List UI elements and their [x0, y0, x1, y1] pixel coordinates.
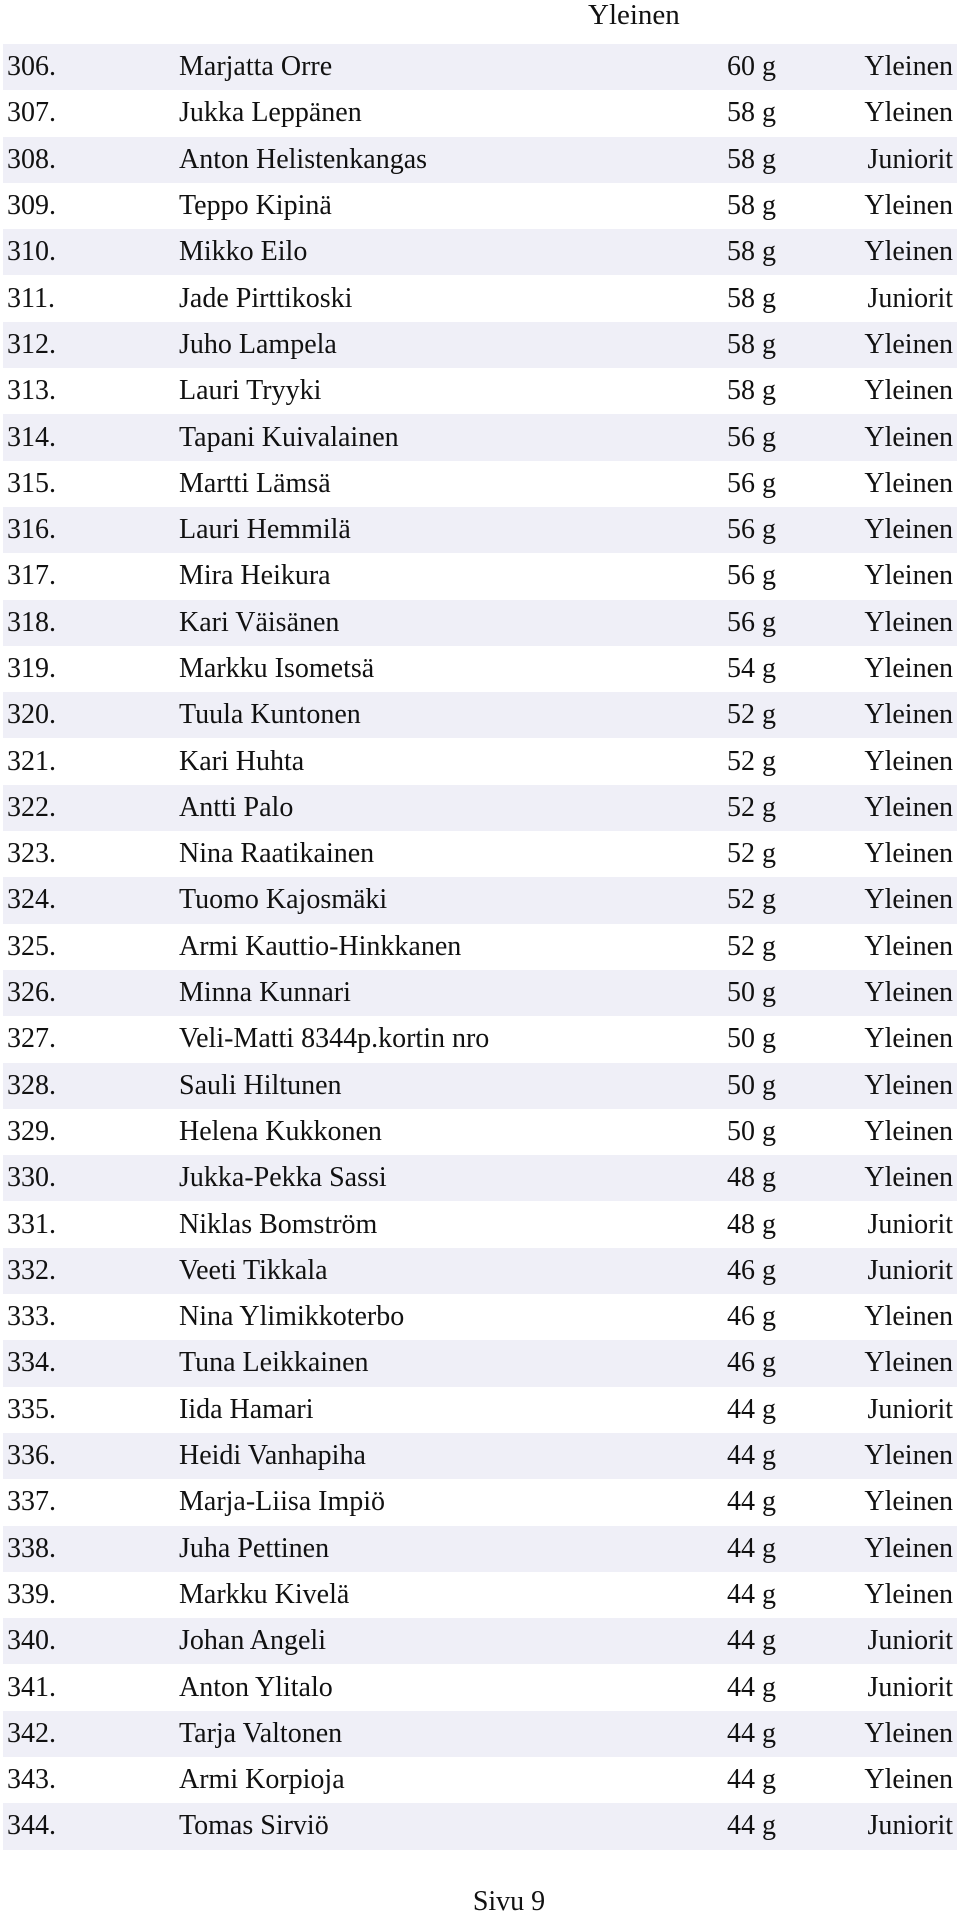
rank-cell: 331. [3, 1201, 179, 1247]
name-cell: Anton Helistenkangas [179, 137, 727, 183]
table-row [3, 1387, 957, 1433]
name-cell: Mira Heikura [179, 553, 727, 599]
table-row [3, 275, 957, 321]
name-cell: Armi Kauttio-Hinkkanen [179, 924, 727, 970]
table-row [3, 229, 957, 275]
score-cell: 44 g [727, 1479, 847, 1525]
table-row [3, 1016, 957, 1062]
table-row [3, 1155, 957, 1201]
score-cell: 58 g [727, 137, 847, 183]
rank-cell: 312. [3, 322, 179, 368]
table-row [3, 368, 957, 414]
class-cell: Yleinen [847, 646, 957, 692]
class-cell: Yleinen [847, 368, 957, 414]
class-cell: Yleinen [847, 414, 957, 460]
table-row [3, 646, 957, 692]
table-row [3, 1063, 957, 1109]
rank-cell: 314. [3, 414, 179, 460]
results-table-body [3, 44, 957, 1850]
score-cell: 58 g [727, 90, 847, 136]
table-row [3, 877, 957, 923]
rank-cell: 343. [3, 1757, 179, 1803]
name-cell: Kari Huhta [179, 738, 727, 784]
class-cell: Juniorit [847, 1248, 957, 1294]
name-cell: Kari Väisänen [179, 600, 727, 646]
name-cell: Lauri Hemmilä [179, 507, 727, 553]
name-cell: Iida Hamari [179, 1387, 727, 1433]
class-cell: Yleinen [847, 1572, 957, 1618]
table-row [3, 1618, 957, 1664]
class-cell: Yleinen [847, 1711, 957, 1757]
name-cell: Markku Kivelä [179, 1572, 727, 1618]
class-cell: Yleinen [847, 183, 957, 229]
table-row [3, 44, 957, 90]
score-cell: 52 g [727, 738, 847, 784]
class-cell: Yleinen [847, 553, 957, 599]
class-cell: Yleinen [847, 1155, 957, 1201]
class-cell: Yleinen [847, 877, 957, 923]
score-cell: 50 g [727, 1109, 847, 1155]
name-cell: Armi Korpioja [179, 1757, 727, 1803]
name-cell: Tomas Sirviö [179, 1803, 727, 1849]
results-table [3, 44, 957, 1850]
score-cell: 44 g [727, 1572, 847, 1618]
class-cell: Juniorit [847, 275, 957, 321]
rank-cell: 311. [3, 275, 179, 321]
score-cell: 44 g [727, 1526, 847, 1572]
rank-cell: 323. [3, 831, 179, 877]
name-cell: Niklas Bomström [179, 1201, 727, 1247]
rank-cell: 313. [3, 368, 179, 414]
rank-cell: 330. [3, 1155, 179, 1201]
table-row [3, 1757, 957, 1803]
rank-cell: 336. [3, 1433, 179, 1479]
score-cell: 52 g [727, 831, 847, 877]
table-row [3, 600, 957, 646]
class-cell: Yleinen [847, 1294, 957, 1340]
rank-cell: 310. [3, 229, 179, 275]
name-cell: Marjatta Orre [179, 44, 727, 90]
page-number: Sivu 9 [472, 1886, 546, 1917]
name-cell: Jade Pirttikoski [179, 275, 727, 321]
class-cell: Yleinen [847, 1433, 957, 1479]
class-cell: Juniorit [847, 1664, 957, 1710]
score-cell: 58 g [727, 322, 847, 368]
table-row [3, 553, 957, 599]
name-cell: Juha Pettinen [179, 1526, 727, 1572]
name-cell: Lauri Tryyki [179, 368, 727, 414]
rank-cell: 337. [3, 1479, 179, 1525]
rank-cell: 338. [3, 1526, 179, 1572]
class-cell: Juniorit [847, 1803, 957, 1849]
score-cell: 48 g [727, 1155, 847, 1201]
class-cell: Yleinen [847, 229, 957, 275]
table-row [3, 461, 957, 507]
table-row [3, 831, 957, 877]
class-cell: Yleinen [847, 1109, 957, 1155]
class-cell: Yleinen [847, 692, 957, 738]
rank-cell: 322. [3, 785, 179, 831]
class-cell: Yleinen [847, 322, 957, 368]
table-row [3, 90, 957, 136]
score-cell: 46 g [727, 1340, 847, 1386]
name-cell: Tapani Kuivalainen [179, 414, 727, 460]
table-row [3, 1109, 957, 1155]
rank-cell: 333. [3, 1294, 179, 1340]
table-row [3, 692, 957, 738]
score-cell: 52 g [727, 877, 847, 923]
class-cell: Yleinen [847, 785, 957, 831]
score-cell: 56 g [727, 461, 847, 507]
class-cell: Juniorit [847, 137, 957, 183]
score-cell: 56 g [727, 553, 847, 599]
score-cell: 44 g [727, 1803, 847, 1849]
table-row [3, 1201, 957, 1247]
rank-cell: 319. [3, 646, 179, 692]
score-cell: 54 g [727, 646, 847, 692]
table-row [3, 970, 957, 1016]
name-cell: Tarja Valtonen [179, 1711, 727, 1757]
rank-cell: 339. [3, 1572, 179, 1618]
class-cell: Yleinen [847, 1016, 957, 1062]
name-cell: Mikko Eilo [179, 229, 727, 275]
rank-cell: 328. [3, 1063, 179, 1109]
rank-cell: 306. [3, 44, 179, 90]
class-cell: Yleinen [847, 1479, 957, 1525]
table-row [3, 1711, 957, 1757]
score-cell: 52 g [727, 692, 847, 738]
name-cell: Martti Lämsä [179, 461, 727, 507]
name-cell: Nina Ylimikkoterbo [179, 1294, 727, 1340]
class-cell: Yleinen [847, 461, 957, 507]
rank-cell: 329. [3, 1109, 179, 1155]
score-cell: 52 g [727, 924, 847, 970]
table-row [3, 137, 957, 183]
score-cell: 56 g [727, 600, 847, 646]
rank-cell: 320. [3, 692, 179, 738]
table-row [3, 183, 957, 229]
score-cell: 50 g [727, 1063, 847, 1109]
score-cell: 58 g [727, 275, 847, 321]
table-row [3, 1248, 957, 1294]
rank-cell: 316. [3, 507, 179, 553]
class-cell: Yleinen [847, 600, 957, 646]
name-cell: Marja-Liisa Impiö [179, 1479, 727, 1525]
name-cell: Sauli Hiltunen [179, 1063, 727, 1109]
page-footer [0, 1886, 960, 1918]
rank-cell: 321. [3, 738, 179, 784]
class-cell: Yleinen [847, 44, 957, 90]
rank-cell: 341. [3, 1664, 179, 1710]
name-cell: Antti Palo [179, 785, 727, 831]
score-cell: 44 g [727, 1433, 847, 1479]
name-cell: Anton Ylitalo [179, 1664, 727, 1710]
score-cell: 56 g [727, 414, 847, 460]
score-cell: 46 g [727, 1248, 847, 1294]
name-cell: Tuomo Kajosmäki [179, 877, 727, 923]
name-cell: Tuula Kuntonen [179, 692, 727, 738]
score-cell: 50 g [727, 1016, 847, 1062]
score-cell: 44 g [727, 1757, 847, 1803]
name-cell: Tuna Leikkainen [179, 1340, 727, 1386]
rank-cell: 327. [3, 1016, 179, 1062]
name-cell: Nina Raatikainen [179, 831, 727, 877]
class-cell: Yleinen [847, 831, 957, 877]
rank-cell: 342. [3, 1711, 179, 1757]
table-row [3, 507, 957, 553]
class-cell: Yleinen [847, 90, 957, 136]
class-cell: Juniorit [847, 1387, 957, 1433]
table-row [3, 924, 957, 970]
rank-cell: 309. [3, 183, 179, 229]
score-cell: 56 g [727, 507, 847, 553]
table-row [3, 1433, 957, 1479]
score-cell: 44 g [727, 1664, 847, 1710]
table-row [3, 414, 957, 460]
table-row [3, 738, 957, 784]
table-row [3, 1479, 957, 1525]
class-cell: Yleinen [847, 507, 957, 553]
class-cell: Juniorit [847, 1201, 957, 1247]
score-cell: 58 g [727, 183, 847, 229]
name-cell: Helena Kukkonen [179, 1109, 727, 1155]
table-row [3, 1340, 957, 1386]
name-cell: Johan Angeli [179, 1618, 727, 1664]
class-cell: Yleinen [847, 970, 957, 1016]
rank-cell: 307. [3, 90, 179, 136]
name-cell: Jukka-Pekka Sassi [179, 1155, 727, 1201]
table-row [3, 1803, 957, 1849]
table-row [3, 1294, 957, 1340]
table-row [3, 1572, 957, 1618]
rank-cell: 324. [3, 877, 179, 923]
class-cell: Yleinen [847, 1340, 957, 1386]
name-cell: Markku Isometsä [179, 646, 727, 692]
score-cell: 44 g [727, 1618, 847, 1664]
class-cell: Juniorit [847, 1618, 957, 1664]
rank-cell: 317. [3, 553, 179, 599]
score-cell: 58 g [727, 368, 847, 414]
rank-cell: 326. [3, 970, 179, 1016]
previous-page-class-fragment: Yleinen [588, 0, 680, 31]
table-row [3, 785, 957, 831]
table-row [3, 1526, 957, 1572]
rank-cell: 340. [3, 1618, 179, 1664]
rank-cell: 334. [3, 1340, 179, 1386]
name-cell: Minna Kunnari [179, 970, 727, 1016]
rank-cell: 315. [3, 461, 179, 507]
rank-cell: 308. [3, 137, 179, 183]
class-cell: Yleinen [847, 738, 957, 784]
score-cell: 48 g [727, 1201, 847, 1247]
table-row [3, 1664, 957, 1710]
score-cell: 50 g [727, 970, 847, 1016]
score-cell: 60 g [727, 44, 847, 90]
rank-cell: 335. [3, 1387, 179, 1433]
class-cell: Yleinen [847, 1757, 957, 1803]
score-cell: 44 g [727, 1387, 847, 1433]
name-cell: Teppo Kipinä [179, 183, 727, 229]
score-cell: 44 g [727, 1711, 847, 1757]
rank-cell: 325. [3, 924, 179, 970]
score-cell: 58 g [727, 229, 847, 275]
class-cell: Yleinen [847, 1526, 957, 1572]
name-cell: Heidi Vanhapiha [179, 1433, 727, 1479]
rank-cell: 344. [3, 1803, 179, 1849]
score-cell: 46 g [727, 1294, 847, 1340]
table-row [3, 322, 957, 368]
score-cell: 52 g [727, 785, 847, 831]
class-cell: Yleinen [847, 1063, 957, 1109]
rank-cell: 332. [3, 1248, 179, 1294]
name-cell: Veeti Tikkala [179, 1248, 727, 1294]
class-cell: Yleinen [847, 924, 957, 970]
name-cell: Jukka Leppänen [179, 90, 727, 136]
name-cell: Veli-Matti 8344p.kortin nro [179, 1016, 727, 1062]
rank-cell: 318. [3, 600, 179, 646]
name-cell: Juho Lampela [179, 322, 727, 368]
